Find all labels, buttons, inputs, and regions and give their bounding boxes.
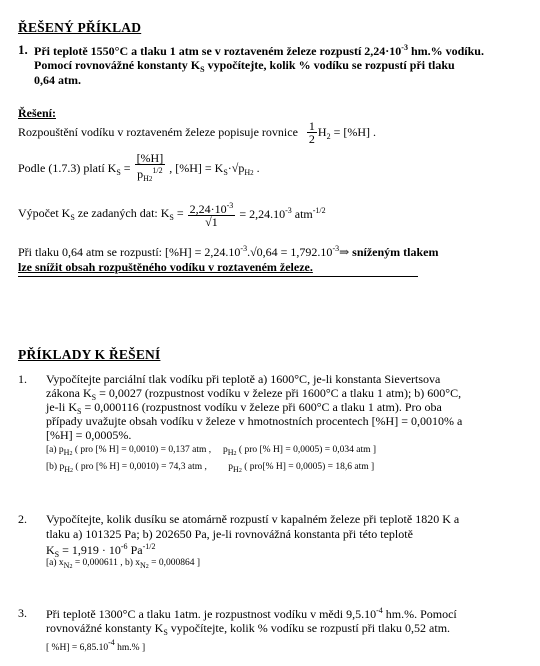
problem-number: 1.	[18, 42, 28, 57]
exercise-3-line-2: rovnovážné konstanty $K_S$ vypočítejte, kolik % vodíku se rozpustí při tlaku 0,52 atm.	[46, 621, 451, 637]
exercises-heading: PŘÍKLADY K ŘEŠENÍ	[18, 347, 161, 362]
solution-equation-4: Při tlaku 0,64 atm se rozpustí: $[\%H] = 2,24.10^{-3}.√0,64$ = $1,792.10^{-3}\Rightarrow$ sníženým tlakem	[18, 244, 439, 259]
solution-equation-2: Podle (1.7.3) platí $K_S$ = $\frac{[\%H]}{p_{H2}^{1/2}}$ , $[\%H] = K_S\cdot√p_{H2}$ .	[18, 151, 260, 183]
exercise-1-line-2: zákona $K_S = 0,0027$ (rozpustnost vodíku v železe při 1600°C a tlaku 1 atm); b) 600°C,	[46, 386, 462, 402]
solution-equation-3: Výpočet $K_S$ ze zadaných dat: $K_S$ = $\frac{2,24\cdot 10^{-3}}{√1}$ = $2,24.10^{-3}$ atm$^{-1/2}$	[18, 201, 326, 229]
exercise-1-number: 1.	[18, 372, 27, 386]
task-line-3: 0,64 atm.	[34, 73, 81, 87]
solution-equation-1: Rozpouštění vodíku v roztaveném železe popisuje rovnice $\frac{1}{2}$ $H_2 = [\%H]$ .	[18, 119, 377, 146]
task-line-1: Při teplotě 1550°C a tlaku 1 atm se v roztaveném železe rozpustí $2,24\cdot 10^{-3}$ hm.% vodíku.	[34, 43, 484, 58]
solution-label: Řešení:	[18, 106, 56, 120]
exercise-1-line-5: [%H] = 0,0005%.	[46, 428, 132, 442]
exercise-2-line-3: $K_S = 1,919 \cdot 10^{-6}$ $Pa^{-1/2}$	[46, 542, 156, 559]
solved-heading: ŘEŠENÝ PŘÍKLAD	[18, 20, 142, 35]
exercise-2-line-1: Vypočítejte, kolik dusíku se atomárně rozpustí v kapalném železe při teplotě 1820 K a	[46, 512, 460, 526]
task-line-2: Pomocí rovnovážné konstanty $K_S$ vypočítejte, kolik % vodíku se rozpustí při tlaku	[34, 58, 455, 74]
exercise-1-line-1: Vypočítejte parciální tlak vodíku při teplotě a) 1600°C, je-li konstanta Sievertsova	[46, 372, 441, 386]
exercise-2-answer: [a) $x_{N2} = 0,000611$ , b) $x_{N2} = 0,000864$ ]	[46, 558, 201, 570]
solution-conclusion: lze snížit obsah rozpuštěného vodíku v roztaveném železe.	[18, 260, 313, 274]
divider	[18, 276, 418, 277]
exercise-3-answer: [ $\%H] = 6,85.10^{-4}$ hm.% ]	[46, 638, 146, 653]
exercise-2-number: 2.	[18, 512, 27, 526]
exercise-3-line-1: Při teplotě 1300°C a tlaku 1atm. je rozpustnost vodíku v mědi $9,5.10^{-4}$ hm.%. Pomocí	[46, 606, 457, 621]
exercise-2-line-2: tlaku a) 101325 Pa; b) 202650 Pa, je-li rovnovážná konstanta při této teplotě	[46, 527, 413, 541]
exercise-1-answer-b: [b) $p_{H2}$ ( pro [% H] = 0,0010) = 74,3 atm , $p_{H2}$ ( pro[% H] = 0,0005) = 18,6 atm ]	[46, 462, 375, 474]
exercise-1-line-4: případy uvažujte obsah vodíku v železe v hmotnostních procentech [%H] = 0,0010% a	[46, 414, 463, 428]
exercise-1-answer-a: [a) $p_{H2}$ ( pro [% H] = 0,0010) = 0,137 atm , $p_{H2}$ ( pro [% H] = 0,0005) = 0,034 atm ]	[46, 445, 377, 457]
exercise-1-line-3: je-li $K_S = 0,000116$ (rozpustnost vodíku v železe při 600°C a tlaku 1 atm). Pro oba	[46, 400, 442, 416]
exercise-3-number: 3.	[18, 606, 27, 620]
